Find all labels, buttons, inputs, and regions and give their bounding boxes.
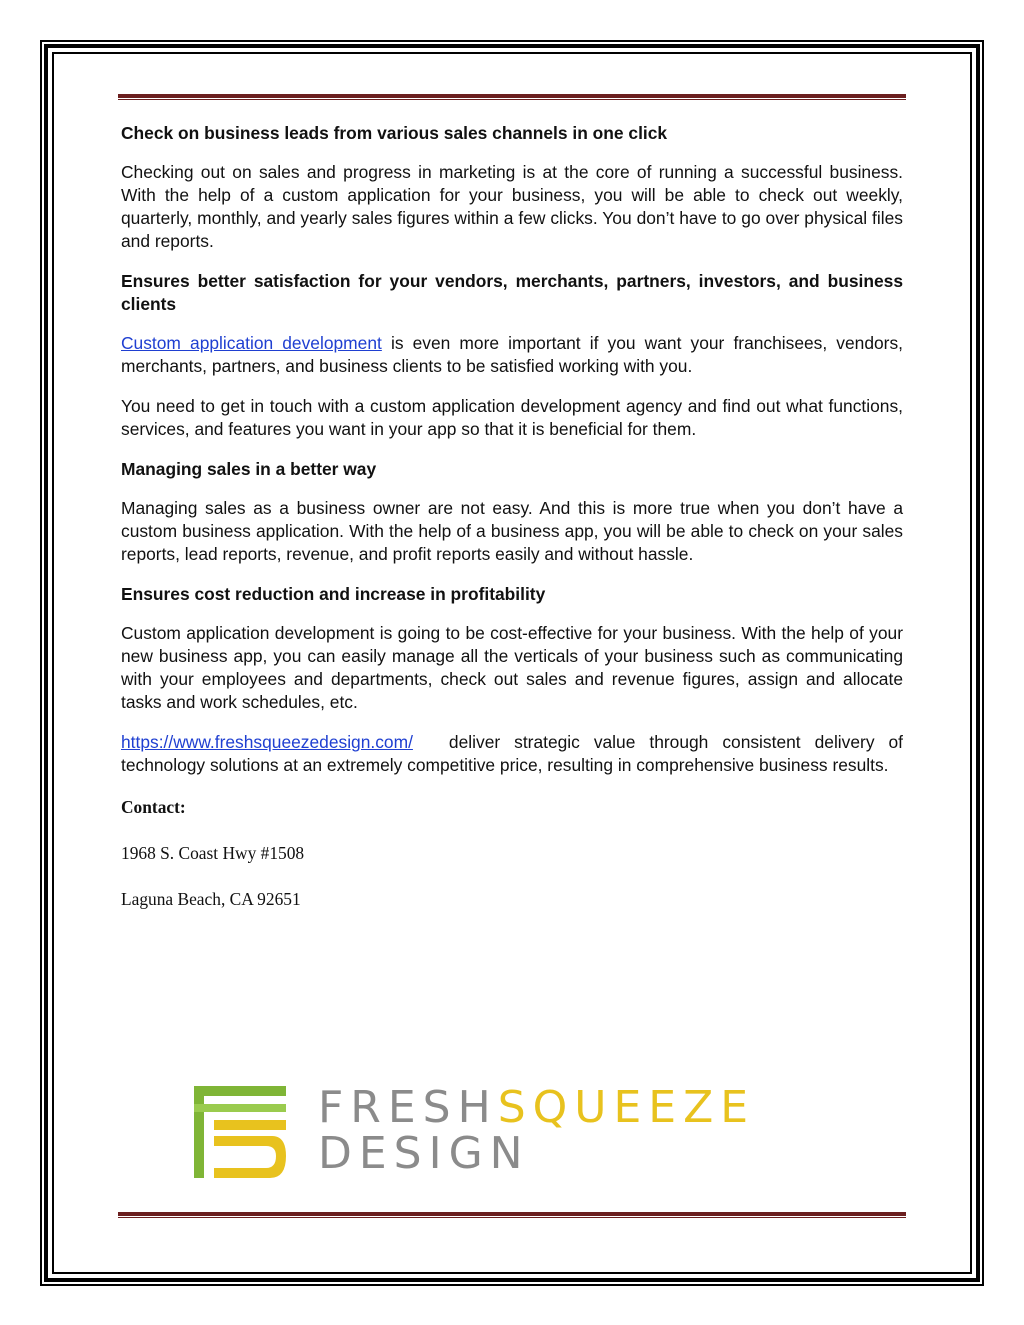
contact-label: Contact: — [121, 797, 186, 817]
website-link[interactable]: https://www.freshsqueezedesign.com/ — [121, 732, 413, 752]
paragraph-custom-app-importance — [121, 332, 903, 378]
logo-word-design: DESIGN — [318, 1128, 530, 1179]
paragraph-custom-app-text: is even more important if you want your franchisees, vendors, merchants, partners, and business clients to be satisfied working with you. — [121, 333, 904, 376]
document-body — [121, 122, 903, 911]
logo-mark-icon — [192, 1084, 302, 1184]
paragraph-agency: You need to get in touch with a custom application development agency and find out what functions, services, and features you want in your app so that it is beneficial for them. — [121, 396, 903, 439]
paragraph-closing — [121, 731, 903, 777]
top-divider — [118, 94, 906, 101]
bottom-divider — [118, 1212, 906, 1219]
logo-word-fresh: FRESH — [318, 1082, 498, 1133]
heading-cost-reduction: Ensures cost reduction and increase in profitability — [121, 584, 546, 604]
freshsqueeze-design-logo — [192, 1084, 832, 1184]
heading-satisfaction: Ensures better satisfaction for your vendors, merchants, partners, investors, and business clients — [121, 271, 903, 314]
custom-app-dev-link[interactable]: Custom application development — [121, 333, 382, 353]
heading-managing-sales: Managing sales in a better way — [121, 459, 377, 479]
paragraph-managing-sales: Managing sales as a business owner are not easy. And this is more true when you don’t have a custom business application. With the help of a business app, you will be able to check on your sales reports, lead reports, revenue, and profit reports easily and without hassle. — [121, 498, 903, 564]
logo-word-squeeze: SQUEEZE — [497, 1082, 756, 1133]
heading-business-leads: Check on business leads from various sales channels in one click — [121, 123, 668, 143]
paragraph-business-leads: Checking out on sales and progress in marketing is at the core of running a successful business. With the help of a custom application for your business, you will be able to check out weekly, quarterly, monthly, and yearly sales figures within a few clicks. You don’t have to go over physical files and reports. — [121, 162, 903, 251]
paragraph-cost-reduction: Custom application development is going to be cost-effective for your business. With the help of your new business app, you can easily manage all the verticals of your business such as communicating with your employees and departments, check out sales and revenue figures, assign and allocate tasks and work schedules, etc. — [121, 623, 903, 712]
address-line-2: Laguna Beach, CA 92651 — [121, 889, 301, 909]
paragraph-closing-text: deliver strategic value through consistent delivery of technology solutions at an extremely competitive price, resulting in comprehensive business results. — [121, 732, 903, 775]
address-line-1: 1968 S. Coast Hwy #1508 — [121, 843, 305, 863]
